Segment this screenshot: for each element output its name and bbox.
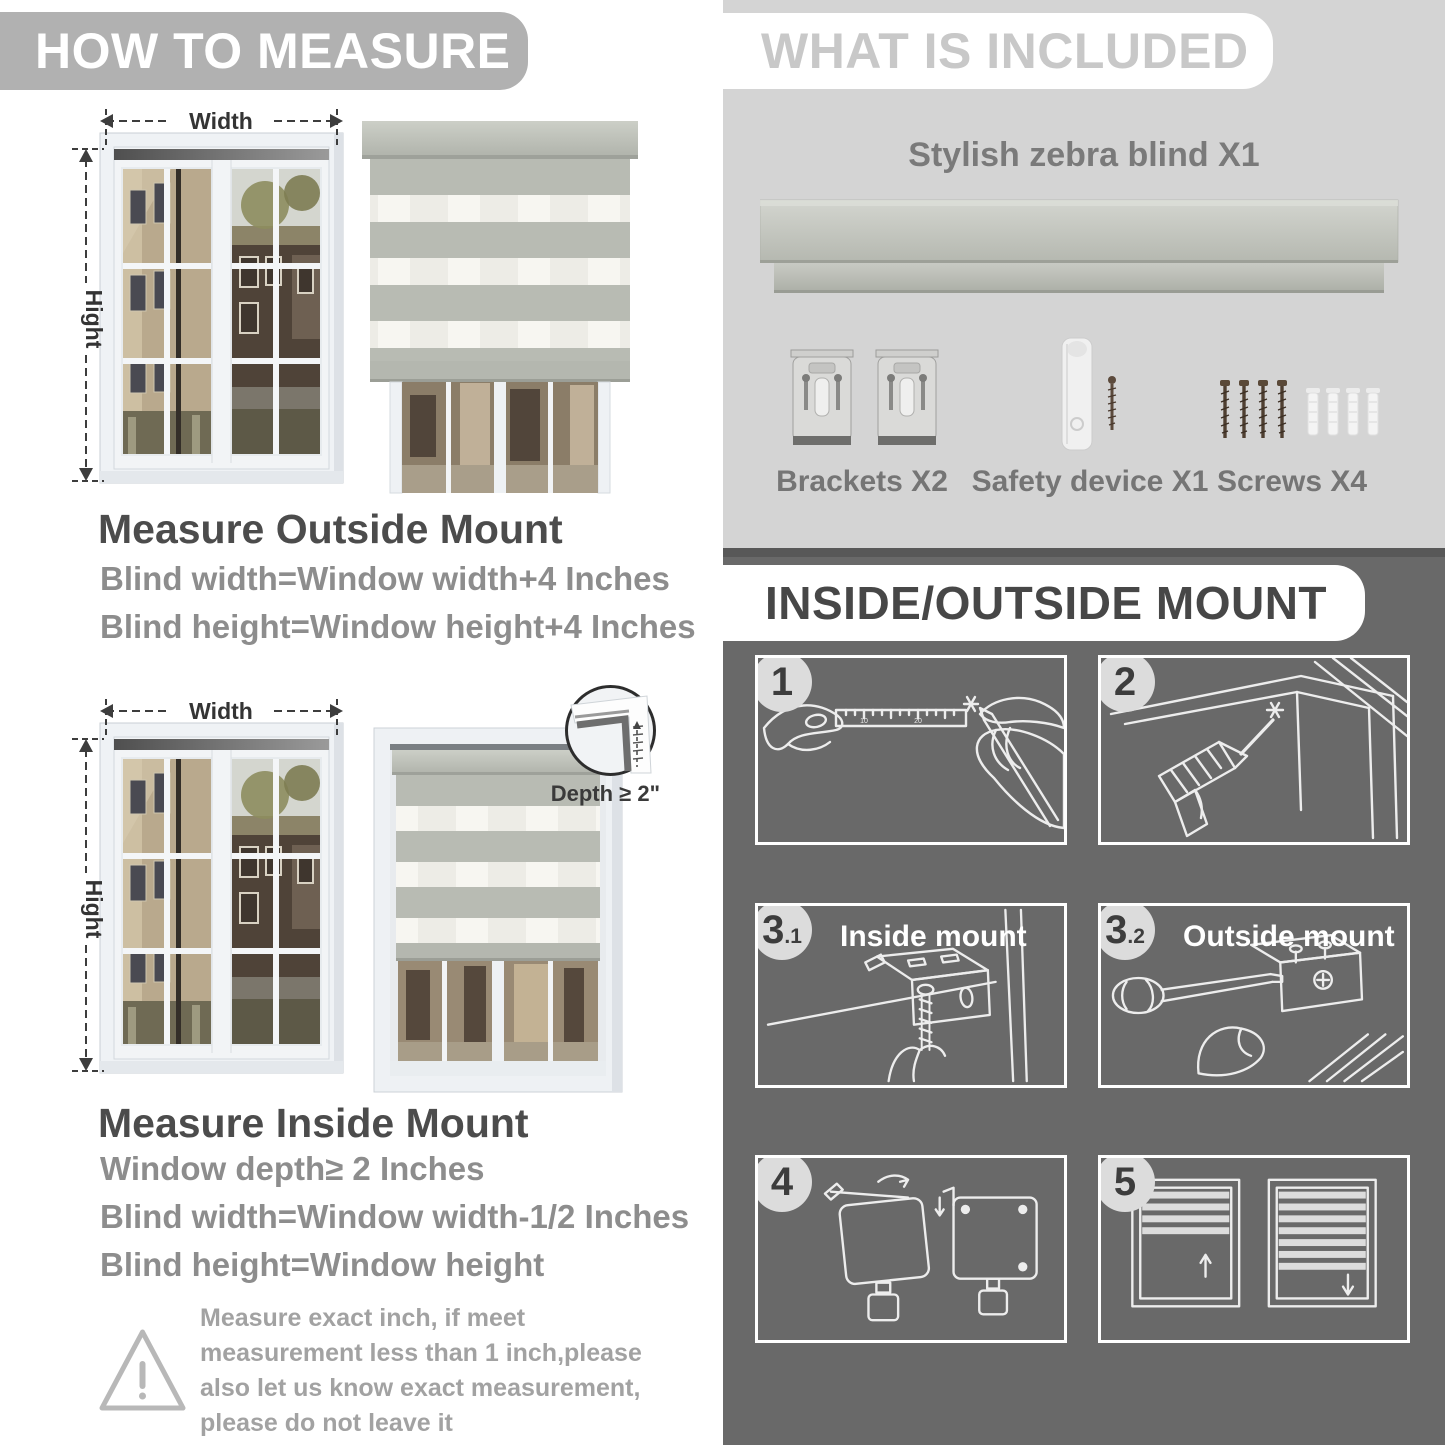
mount-steps-section <box>723 548 1445 1445</box>
outside-height-formula: Blind height=Window height+4 Inches <box>100 608 696 645</box>
step-panel-1 <box>755 655 1067 845</box>
brackets-image <box>785 338 945 468</box>
svg-text:10: 10 <box>860 718 868 725</box>
depth-label: Depth ≥ 2" <box>550 781 660 806</box>
step-3-1-badge: 3 .1 <box>755 903 812 960</box>
step-panel-3-2 <box>1098 903 1410 1088</box>
step-3-2-title: Outside mount <box>1183 920 1395 953</box>
how-to-measure-header <box>0 12 528 90</box>
warning-icon <box>95 1322 190 1420</box>
screws-image <box>1215 380 1390 452</box>
step-panel-4 <box>755 1155 1067 1343</box>
measurement-warning-text: Measure exact inch, if meet measurement less than 1 inch,please also let us know exact measurement, please do not leave it <box>200 1304 642 1437</box>
outside-width-formula: Blind width=Window width+4 Inches <box>100 560 670 597</box>
mount-header <box>723 565 1365 641</box>
step-4-badge: 4 <box>755 1155 812 1212</box>
step-panel-3-1 <box>755 903 1067 1088</box>
depth-magnifier-icon <box>563 683 658 778</box>
step-2-badge: 2 <box>1098 655 1155 712</box>
inside-mount-blind-illustration <box>368 722 628 1097</box>
what-is-included-title: WHAT IS INCLUDED <box>761 23 1249 79</box>
step-panel-2 <box>1098 655 1410 845</box>
safety-device-label: Safety device X1 <box>971 465 1209 498</box>
outside-mount-heading: Measure Outside Mount <box>98 506 563 552</box>
step-1-badge: 1 <box>755 655 812 712</box>
svg-text:20: 20 <box>914 718 922 725</box>
product-label: Stylish zebra blind X1 <box>908 136 1260 174</box>
safety-device-image <box>1050 332 1145 464</box>
step-panel-5 <box>1098 1155 1410 1343</box>
inside-mount-window-illustration <box>60 695 350 1090</box>
step-3-1-title: Inside mount <box>840 920 1027 953</box>
inside-depth-formula: Window depth≥ 2 Inches <box>100 1150 485 1187</box>
step-3-2-badge: 3 .2 <box>1098 903 1155 960</box>
section-divider <box>723 548 1445 557</box>
inside-height-formula: Blind height=Window height <box>100 1246 545 1283</box>
brackets-label: Brackets X2 <box>776 465 948 498</box>
what-is-included-section <box>723 0 1445 548</box>
what-is-included-header <box>723 13 1273 89</box>
step-5-badge: 5 <box>1098 1155 1155 1212</box>
screws-label: Screws X4 <box>1216 465 1368 498</box>
how-to-measure-title: HOW TO MEASURE <box>35 23 511 79</box>
inside-mount-heading: Measure Inside Mount <box>98 1100 529 1146</box>
mount-title: INSIDE/OUTSIDE MOUNT <box>765 577 1328 629</box>
outside-mount-window-illustration <box>60 105 350 500</box>
zebra-blind-headrail-image <box>760 196 1402 304</box>
outside-mount-blind-illustration <box>360 105 650 500</box>
inside-width-formula: Blind width=Window width-1/2 Inches <box>100 1198 690 1235</box>
